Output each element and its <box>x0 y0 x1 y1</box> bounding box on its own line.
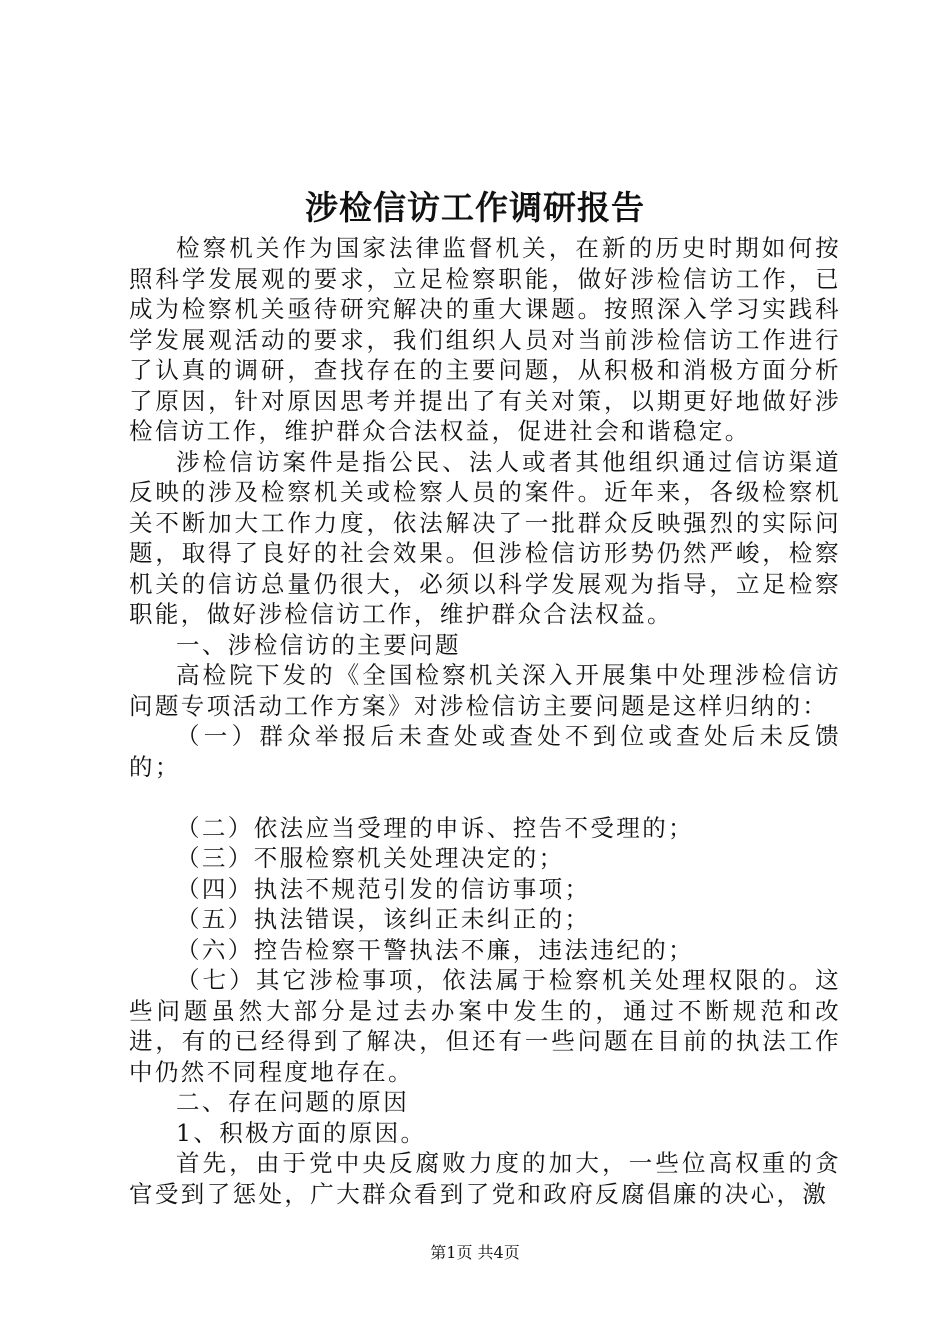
paragraph-intro: 检察机关作为国家法律监督机关，在新的历史时期如何按照科学发展观的要求，立足检察职能，做好涉检信访工作，已成为检察机关亟待研究解决的重大课题。按照深入学习实践科学发展观活动的要求，我们组织人员对当前涉检信访工作进行了认真的调研，查找存在的主要问题，从积极和消极方面分析了原因，针对原因思考并提出了有关对策，以期更好地做好涉检信访工作，维护群众合法权益，促进社会和谐稳定。 <box>129 234 841 445</box>
paragraph-first-reason: 首先，由于党中央反腐败力度的加大，一些位高权重的贪官受到了惩处，广大群众看到了党和政府反腐倡廉的决心，激 <box>129 1149 841 1208</box>
paragraph-summary: 高检院下发的《全国检察机关深入开展集中处理涉检信访问题专项活动工作方案》对涉检信访主要问题是这样归纳的： <box>129 661 841 720</box>
list-item-1: （一）群众举报后未查处或查处不到位或查处后未反馈的； <box>129 722 841 781</box>
section-heading-causes: 二、存在问题的原因 <box>176 1088 410 1116</box>
document-title: 涉检信访工作调研报告 <box>305 188 645 227</box>
paragraph-definition: 涉检信访案件是指公民、法人或者其他组织通过信访渠道反映的涉及检察机关或检察人员的案件。近年来，各级检察机关不断加大工作力度，依法解决了一批群众反映强烈的实际问题，取得了良好的社会效果。但涉检信访形势仍然严峻，检察机关的信访总量仍很大，必须以科学发展观为指导，立足检察职能，做好涉检信访工作，维护群众合法权益。 <box>129 447 841 628</box>
section-heading-main-problems: 一、涉检信访的主要问题 <box>176 630 461 659</box>
subsection-heading-positive: 1、积极方面的原因。 <box>176 1118 427 1147</box>
list-item-3: （三）不服检察机关处理决定的； <box>176 844 565 872</box>
page-footer: 第1页 共4页 <box>430 1243 520 1262</box>
list-item-4: （四）执法不规范引发的信访事项； <box>176 874 591 903</box>
list-item-2: （二）依法应当受理的申诉、控告不受理的； <box>176 813 694 842</box>
list-item-7: （七）其它涉检事项，依法属于检察机关处理权限的。这些问题虽然大部分是过去办案中发生的，通过不断规范和改进，有的已经得到了解决，但还有一些问题在目前的执法工作中仍然不同程度地存在。 <box>129 966 841 1086</box>
list-item-5: （五）执法错误，该纠正未纠正的； <box>176 905 591 933</box>
list-item-6: （六）控告检察干警执法不廉，违法违纪的； <box>176 935 694 964</box>
document-body <box>129 233 841 1209</box>
